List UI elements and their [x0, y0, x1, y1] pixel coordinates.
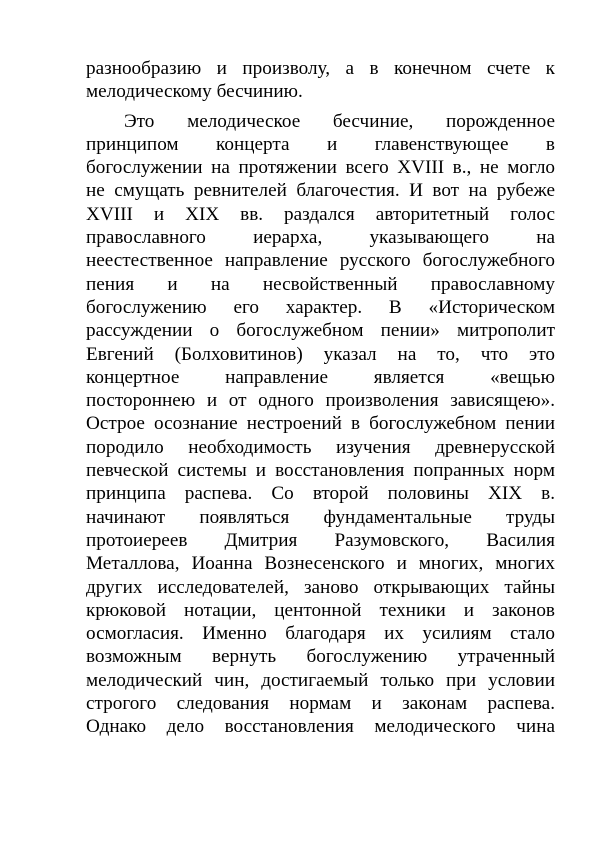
- text-line: возможным вернуть богослужению утраченный: [86, 646, 555, 668]
- text-line: православного иерарха, указывающего на: [86, 227, 555, 249]
- text-line: не смущать ревнителей благочестия. И вот на рубеже: [86, 180, 555, 202]
- text-line: принципа распева. Со второй половины XIX в.: [86, 483, 555, 505]
- text-line: Евгений (Болховитинов) указал на то, что это: [86, 343, 555, 365]
- text-line: Острое осознание нестроений в богослужебном пении: [86, 413, 555, 435]
- text-line: мелодический чин, достигаемый только при условии: [86, 669, 555, 691]
- paragraph-1: [86, 57, 555, 104]
- text-line: осмогласия. Именно благодаря их усилиям стало: [86, 623, 555, 645]
- text-line: других исследователей, заново открывающих тайны: [86, 576, 555, 598]
- text-line: мелодическому бесчинию.: [86, 81, 303, 103]
- text-line: Это мелодическое бесчиние, порожденное: [124, 110, 555, 132]
- text-line: концертное направление является «вещью: [86, 366, 555, 388]
- text-line: богослужении на протяжении всего XVIII в., не могло: [86, 157, 555, 179]
- text-line: неестественное направление русского богослужебного: [86, 250, 555, 272]
- text-line: пения и на несвойственный православному: [86, 273, 555, 295]
- text-line: XVIII и XIX вв. раздался авторитетный голос: [86, 203, 555, 225]
- text-line: Металлова, Иоанна Вознесенского и многих, многих: [86, 553, 555, 575]
- document-page: [86, 57, 555, 739]
- paragraph-2: [86, 110, 555, 739]
- text-line: строгого следования нормам и законам распева.: [86, 693, 555, 715]
- text-line: Однако дело восстановления мелодического чина: [86, 716, 555, 738]
- text-line: протоиереев Дмитрия Разумовского, Василия: [86, 529, 555, 551]
- text-line: начинают появляться фундаментальные труды: [86, 506, 555, 528]
- text-line: крюковой нотации, центонной техники и законов: [86, 599, 555, 621]
- text-line: принципом концерта и главенствующее в: [86, 133, 555, 155]
- text-line: богослужению его характер. В «Историческом: [86, 296, 555, 318]
- text-line: постороннею и от одного произволения зависящею».: [86, 390, 555, 412]
- text-line: певческой системы и восстановления попранных норм: [86, 460, 555, 482]
- text-line: рассуждении о богослужебном пении» митрополит: [86, 320, 555, 342]
- text-line: породило необходимость изучения древнерусской: [86, 436, 555, 458]
- text-line: разнообразию и произволу, а в конечном счете к: [86, 58, 555, 79]
